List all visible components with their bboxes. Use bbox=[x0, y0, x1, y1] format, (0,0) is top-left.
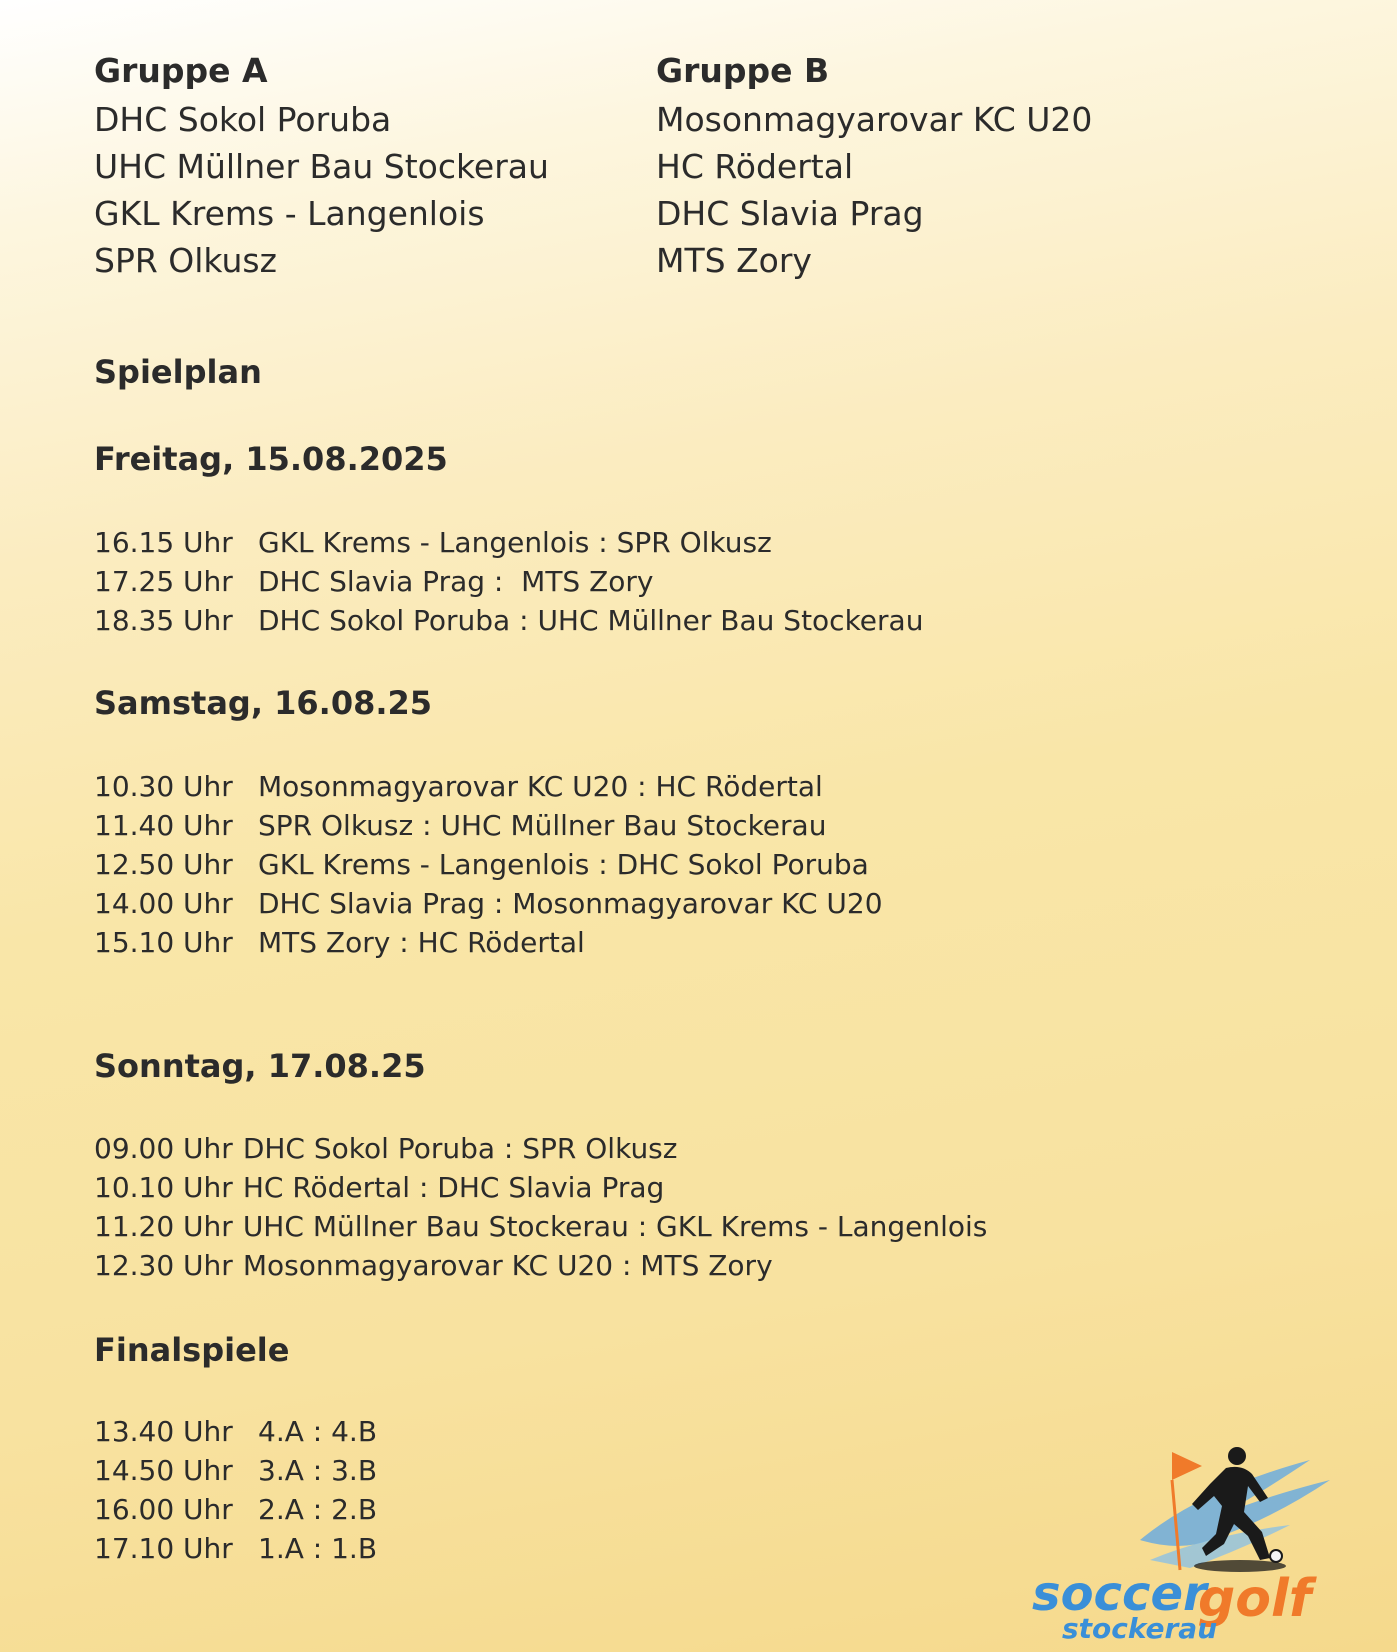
day-heading-friday: Freitag, 15.08.2025 bbox=[94, 440, 448, 478]
match-row bbox=[94, 601, 923, 640]
match-row bbox=[94, 1207, 987, 1246]
match-time: 11.40 Uhr bbox=[94, 809, 233, 842]
match-teams: 2.A : 2.B bbox=[258, 1493, 378, 1526]
match-row bbox=[94, 806, 883, 845]
match-time: 17.10 Uhr bbox=[94, 1532, 233, 1565]
match-time: 17.25 Uhr bbox=[94, 565, 233, 598]
match-row bbox=[94, 1129, 987, 1168]
match-row bbox=[94, 562, 923, 601]
group-b bbox=[656, 50, 1092, 284]
team-name: UHC Müllner Bau Stockerau bbox=[94, 147, 549, 186]
team-name: HC Rödertal bbox=[656, 147, 854, 186]
day-heading-sunday: Sonntag, 17.08.25 bbox=[94, 1047, 426, 1085]
match-list-finals bbox=[94, 1412, 377, 1568]
soccergolf-logo bbox=[1030, 1440, 1390, 1640]
match-teams: MTS Zory : HC Rödertal bbox=[258, 926, 585, 959]
match-teams: SPR Olkusz : UHC Müllner Bau Stockerau bbox=[258, 809, 827, 842]
team-name: MTS Zory bbox=[656, 241, 812, 280]
match-list-saturday bbox=[94, 767, 883, 962]
team-name: GKL Krems - Langenlois bbox=[94, 194, 485, 233]
match-time: 14.00 Uhr bbox=[94, 887, 233, 920]
logo-stockerau: stockerau bbox=[1062, 1612, 1218, 1640]
logo-golf: golf bbox=[1198, 1569, 1312, 1629]
match-time: 12.50 Uhr bbox=[94, 848, 233, 881]
match-time: 14.50 Uhr bbox=[94, 1454, 233, 1487]
finals-heading: Finalspiele bbox=[94, 1331, 290, 1369]
match-row bbox=[94, 1168, 987, 1207]
match-teams: GKL Krems - Langenlois : SPR Olkusz bbox=[258, 526, 772, 559]
match-row bbox=[94, 923, 883, 962]
match-teams: 4.A : 4.B bbox=[258, 1415, 378, 1448]
match-teams: DHC Slavia Prag : Mosonmagyarovar KC U20 bbox=[258, 887, 883, 920]
match-teams: GKL Krems - Langenlois : DHC Sokol Poruba bbox=[258, 848, 869, 881]
group-a bbox=[94, 50, 549, 284]
team-name: Mosonmagyarovar KC U20 bbox=[656, 100, 1093, 139]
match-teams: DHC Slavia Prag : MTS Zory bbox=[258, 565, 654, 598]
match-teams: UHC Müllner Bau Stockerau : GKL Krems - Langenlois bbox=[242, 1210, 988, 1243]
match-teams: 3.A : 3.B bbox=[258, 1454, 378, 1487]
match-time: 16.00 Uhr bbox=[94, 1493, 233, 1526]
match-time: 15.10 Uhr bbox=[94, 926, 233, 959]
match-time: 10.10 Uhr bbox=[94, 1171, 233, 1204]
match-row bbox=[94, 1490, 377, 1529]
schedule-title: Spielplan bbox=[94, 353, 262, 391]
match-teams: 1.A : 1.B bbox=[258, 1532, 378, 1565]
match-time: 12.30 Uhr bbox=[94, 1249, 233, 1282]
group-b-title: Gruppe B bbox=[656, 51, 830, 90]
match-row bbox=[94, 1246, 987, 1285]
team-name: DHC Slavia Prag bbox=[656, 194, 924, 233]
match-row bbox=[94, 845, 883, 884]
match-time: 16.15 Uhr bbox=[94, 526, 233, 559]
match-row bbox=[94, 884, 883, 923]
match-list-friday bbox=[94, 523, 923, 640]
match-teams: Mosonmagyarovar KC U20 : MTS Zory bbox=[242, 1249, 773, 1282]
match-teams: HC Rödertal : DHC Slavia Prag bbox=[242, 1171, 665, 1204]
match-row bbox=[94, 1529, 377, 1568]
match-teams: DHC Sokol Poruba : SPR Olkusz bbox=[242, 1132, 678, 1165]
match-row bbox=[94, 767, 883, 806]
match-list-sunday bbox=[94, 1129, 987, 1285]
match-teams: Mosonmagyarovar KC U20 : HC Rödertal bbox=[258, 770, 823, 803]
match-time: 13.40 Uhr bbox=[94, 1415, 233, 1448]
match-row bbox=[94, 1451, 377, 1490]
match-time: 10.30 Uhr bbox=[94, 770, 233, 803]
day-heading-saturday: Samstag, 16.08.25 bbox=[94, 684, 433, 722]
match-teams: DHC Sokol Poruba : UHC Müllner Bau Stockerau bbox=[258, 604, 924, 637]
match-time: 11.20 Uhr bbox=[94, 1210, 233, 1243]
match-time: 09.00 Uhr bbox=[94, 1132, 233, 1165]
team-name: SPR Olkusz bbox=[94, 241, 277, 280]
match-row bbox=[94, 1412, 377, 1451]
group-a-title: Gruppe A bbox=[94, 51, 268, 90]
team-name: DHC Sokol Poruba bbox=[94, 100, 392, 139]
match-row bbox=[94, 523, 923, 562]
match-time: 18.35 Uhr bbox=[94, 604, 233, 637]
logo-soccer: soccer bbox=[1032, 1566, 1207, 1622]
